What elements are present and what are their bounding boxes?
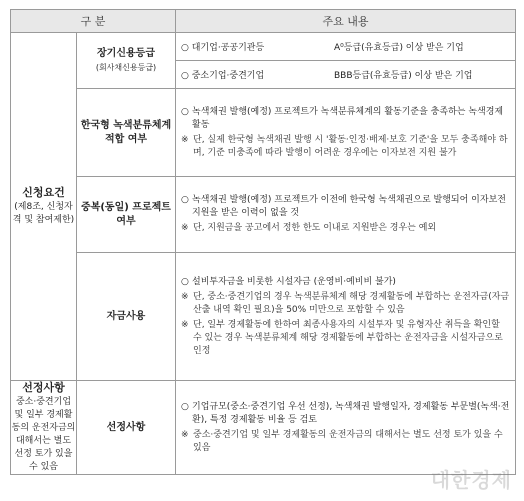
credit-sme-company: ○ 중소기업·중견기업 <box>181 71 265 81</box>
selection-cell <box>11 381 77 475</box>
duplicate-bullet: ○ 녹색채권 발행(예정) 프로젝트가 이전에 한국형 녹색채권으로 발행되어 이자보전 지원을 받은 이력이 없을 것 <box>181 195 506 218</box>
credit-large-company: ○ 대기업·공공기관등 <box>181 43 265 53</box>
requirements-table <box>10 9 516 475</box>
funds-content-cell <box>176 253 516 381</box>
credit-content-cell <box>176 33 516 89</box>
header-category: 구 분 <box>11 10 176 33</box>
duplicate-label-cell: 중복(동일) 프로젝트 여부 <box>77 177 176 253</box>
selection-bullet: ○ 기업규모(중소·중견기업 우선 선정), 녹색채권 발행일자, 경제활동 부문별(녹색·전환), 특정 경제활동 비율 등 검토 <box>181 401 510 425</box>
taxonomy-row <box>11 89 516 177</box>
credit-row <box>11 33 516 89</box>
funds-bullet: ○ 설비투자금을 비롯한 시설자금 (운영비·예비비 불가) <box>181 276 396 287</box>
funds-note-2: ※ 단, 일부 경제활동에 한하여 최종사용자의 시설투자 및 유형자산 취득을 확인할 수 있는 경우 녹색분류체계 해당 경제활동에 부합하는 운전자금을 시설자금으로 인정 <box>181 319 503 356</box>
credit-row-sme <box>176 61 515 88</box>
header-row <box>11 10 516 33</box>
duplicate-content-cell <box>176 177 516 253</box>
watermark-logo: 대한경제 <box>430 468 512 492</box>
credit-sme-grade: BBB등급(유효등급) 이상 받은 기업 <box>334 71 473 81</box>
selection-note-detail: ※ 중소·중견기업 및 일부 경제활동의 운전자금의 대해서는 별도 선정 토가 있을 수 있음 <box>181 429 503 453</box>
selection-label-cell: 선정사항 <box>77 381 176 475</box>
taxonomy-content-cell <box>176 89 516 177</box>
selection-title: 선정사항 <box>22 381 65 394</box>
application-requirements-cell <box>11 33 77 381</box>
credit-large-grade: A⁰등급(유효등급) 이상 받은 기업 <box>334 43 464 53</box>
duplicate-note: ※ 단, 지원금을 공고에서 정한 한도 이내로 지원받은 경우는 예외 <box>181 223 437 233</box>
selection-content-cell <box>176 381 516 475</box>
credit-row-large <box>176 33 515 61</box>
duplicate-row <box>11 177 516 253</box>
selection-row <box>11 381 516 475</box>
application-requirements-note: (제8조, 신청자격 및 참여제한) <box>12 202 75 225</box>
document-table-wrapper <box>10 9 515 475</box>
funds-row <box>11 253 516 381</box>
header-content: 주요 내용 <box>176 10 516 33</box>
application-requirements-title: 신청요건 <box>22 186 65 199</box>
funds-note-1: ※ 단, 중소·중견기업의 경우 녹색분류체계 해당 경제활동에 부합하는 운전자금(자금산출 내역 확인 필요)을 50% 미만으로 포함할 수 있음 <box>181 291 510 315</box>
credit-label-cell <box>77 33 176 89</box>
taxonomy-label-cell: 한국형 녹색분류체계 적합 여부 <box>77 89 176 177</box>
credit-sublabel: (회사채신용등급) <box>95 62 157 72</box>
taxonomy-bullet: ○ 녹색채권 발행(예정) 프로젝트가 녹색분류체계의 활동기준을 충족하는 녹색경제활동 <box>181 106 504 130</box>
credit-label: 장기신용등급 <box>97 47 155 59</box>
funds-label-cell: 자금사용 <box>77 253 176 381</box>
selection-note: 중소·중견기업 및 일부 경제활동의 운전자금의 대해서는 별도 선정 토가 있을 수 있음 <box>11 397 76 472</box>
taxonomy-note: ※ 단, 실제 한국형 녹색채권 발행 시 '활동·인정·배제·보호 기준'을 모두 충족해야 하며, 기준 미충족에 따라 발행이 어려운 경우에는 이자보전 지원 불가 <box>181 134 508 158</box>
